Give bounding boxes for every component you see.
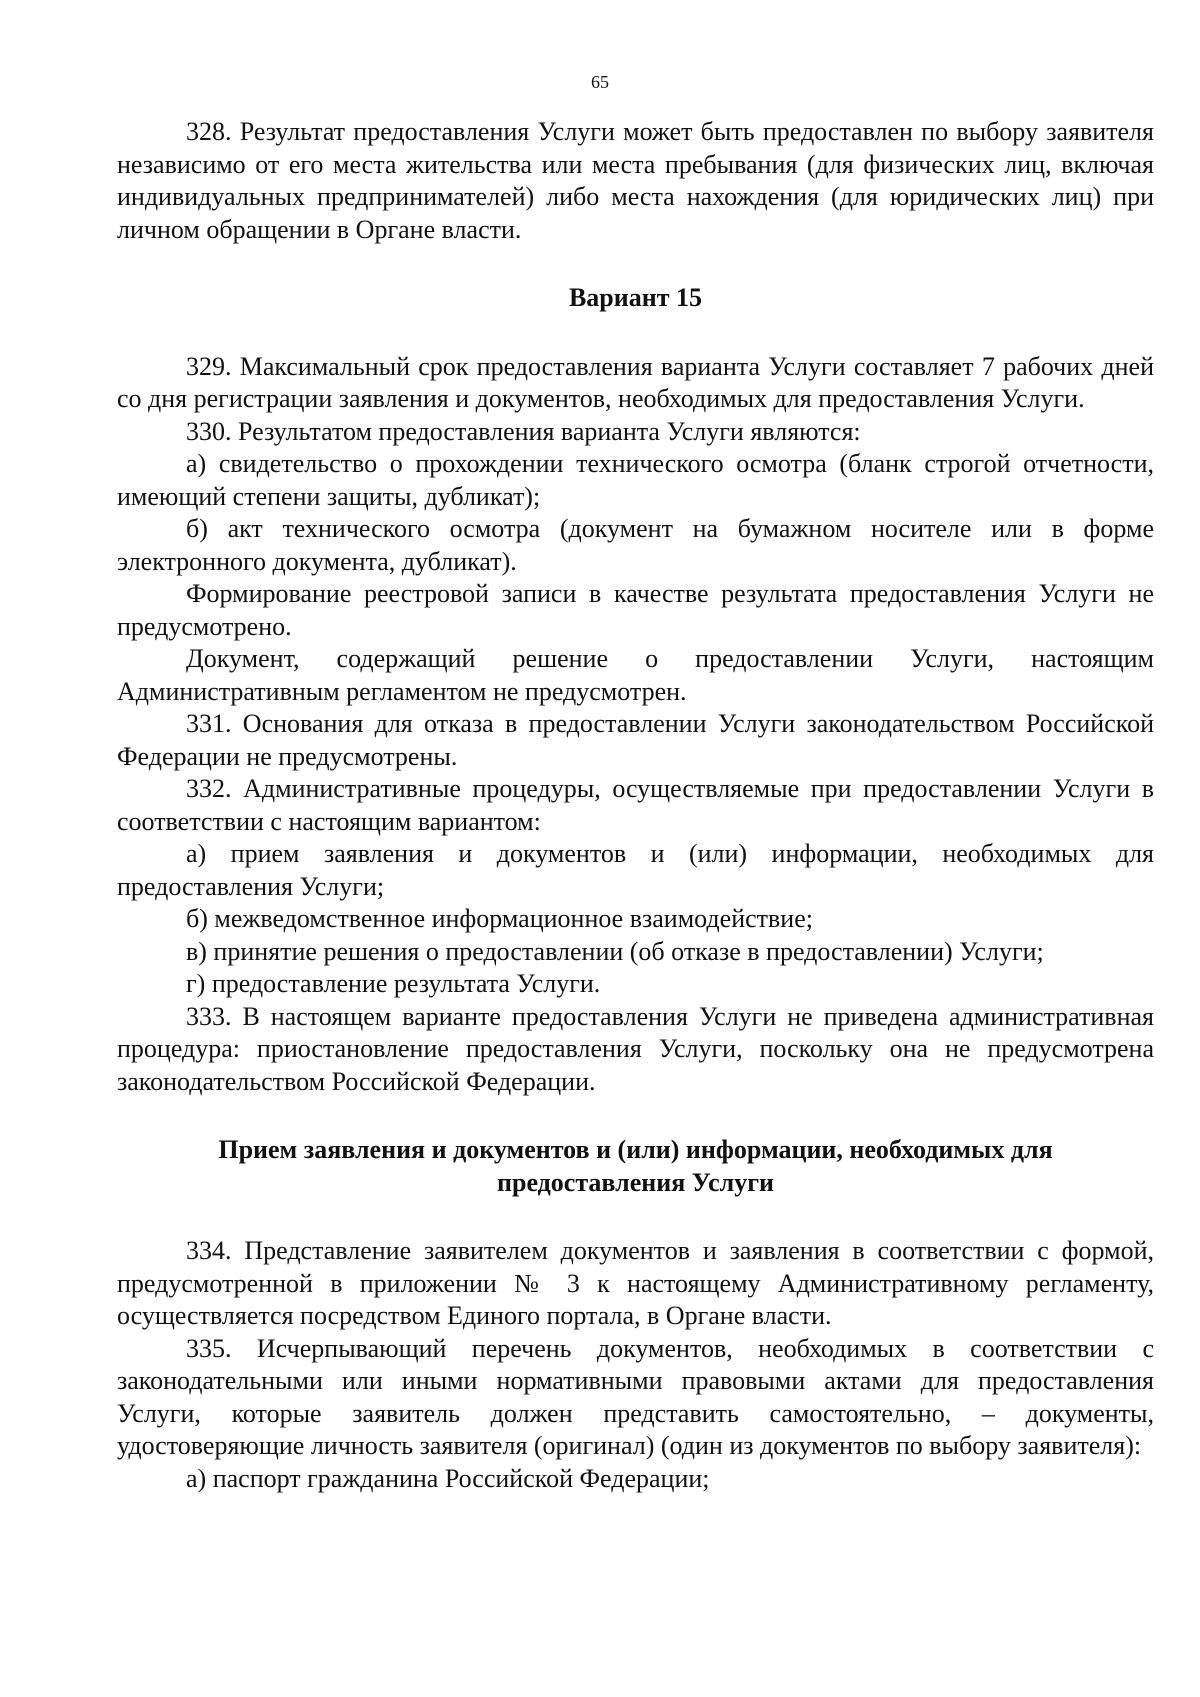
paragraph-335: 335. Исчерпывающий перечень документов, необходимых в соответствии с законодательными или иными нормативными правовыми актами для предоставления Услуги, которые заявитель должен представить самостоятельно, – документы, удостоверяющие личность заявителя (оригинал) (один из документов по выбору заявителя):: [117, 1333, 1154, 1460]
paragraph-335-item-a: а) паспорт гражданина Российской Федерации;: [186, 1463, 710, 1493]
paragraph-332-item-a: а) прием заявления и документов и (или) информации, необходимых для предоставления Услуги;: [117, 839, 1154, 901]
paragraph-332-item-c: в) принятие решения о предоставлении (об отказе в предоставлении) Услуги;: [186, 936, 1044, 966]
paragraph-331: 331. Основания для отказа в предоставлении Услуги законодательством Российской Федерации не предусмотрены.: [117, 709, 1154, 771]
paragraph-decision-note: Документ, содержащий решение о предоставлении Услуги, настоящим Административным регламентом не предусмотрен.: [117, 644, 1154, 706]
heading-application-intake: Прием заявления и документов и (или) информации, необходимых для предоставления Услуги: [218, 1135, 1053, 1197]
paragraph-332-item-b: б) межведомственное информационное взаимодействие;: [186, 904, 813, 933]
paragraph-332-item-d: г) предоставление результата Услуги.: [186, 969, 601, 998]
heading-variant-15: Вариант 15: [568, 283, 703, 312]
paragraph-328: 328. Результат предоставления Услуги может быть предоставлен по выбору заявителя независимо от его места жительства или места пребывания (для физических лиц, включая индивидуальных предпринимателей) либо места нахождения (для юридических лиц) при личном обращении в Органе власти.: [117, 117, 1154, 244]
page-number: 65: [591, 72, 609, 92]
paragraph-333: 333. В настоящем варианте предоставления Услуги не приведена административная процедура: приостановление предоставления Услуги, поскольку она не предусмотрена законодательством Российской Федерации.: [117, 1001, 1154, 1096]
paragraph-334: 334. Представление заявителем документов и заявления в соответствии с формой, предусмотренной в приложении № 3 к настоящему Административному регламенту, осуществляется посредством Единого портала, в Органе власти.: [117, 1236, 1154, 1330]
paragraph-330-item-b: б) акт технического осмотра (документ на бумажном носителе или в форме электронного документа, дубликат).: [117, 514, 1154, 576]
paragraph-330-item-a: а) свидетельство о прохождении технического осмотра (бланк строгой отчетности, имеющий степени защиты, дубликат);: [117, 449, 1154, 511]
paragraph-registry-note: Формирование реестровой записи в качестве результата предоставления Услуги не предусмотрено.: [117, 579, 1154, 641]
document-body: [117, 116, 1154, 1495]
paragraph-329: 329. Максимальный срок предоставления варианта Услуги составляет 7 рабочих дней со дня регистрации заявления и документов, необходимых для предоставления Услуги.: [117, 351, 1154, 413]
paragraph-330: 330. Результатом предоставления варианта Услуги являются:: [186, 416, 861, 446]
paragraph-332: 332. Административные процедуры, осуществляемые при предоставлении Услуги в соответствии с настоящим вариантом:: [117, 774, 1154, 836]
